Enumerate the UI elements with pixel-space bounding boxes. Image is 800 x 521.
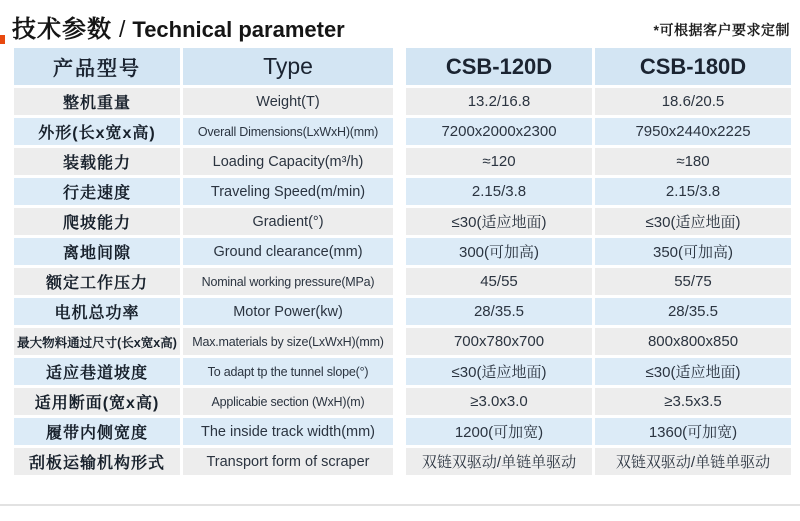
header-csb-120d: CSB-120D (406, 48, 592, 85)
column-gap (396, 358, 403, 385)
value-csb-180d: ≥3.5x3.5 (595, 388, 791, 415)
column-gap (396, 48, 403, 85)
param-name-en: Ground clearance(mm) (183, 238, 393, 265)
table-row (14, 388, 791, 415)
value-csb-180d: 800x800x850 (595, 328, 791, 355)
table-row (14, 298, 791, 325)
column-gap (396, 268, 403, 295)
param-name-zh: 额定工作压力 (14, 268, 180, 295)
value-csb-180d: 55/75 (595, 268, 791, 295)
param-name-en: Gradient(°) (183, 208, 393, 235)
value-csb-120d: 28/35.5 (406, 298, 592, 325)
value-csb-180d: ≤30(适应地面) (595, 358, 791, 385)
param-name-en: Traveling Speed(m/min) (183, 178, 393, 205)
value-csb-120d: 双链双驱动/单链单驱动 (406, 448, 592, 475)
param-name-zh: 刮板运输机构形式 (14, 448, 180, 475)
table-header-row (14, 48, 791, 85)
param-name-zh: 适用断面(宽x高) (14, 388, 180, 415)
param-name-en: Nominal working pressure(MPa) (183, 268, 393, 295)
table-row (14, 208, 791, 235)
table-row (14, 148, 791, 175)
page-header (0, 0, 800, 44)
value-csb-120d: 300(可加高) (406, 238, 592, 265)
column-gap (396, 238, 403, 265)
table-row (14, 118, 791, 145)
table-row (14, 358, 791, 385)
customization-note: *可根据客户要求定制 (653, 22, 790, 38)
param-name-en: Transport form of scraper (183, 448, 393, 475)
param-name-zh: 装载能力 (14, 148, 180, 175)
param-name-zh: 履带内侧宽度 (14, 418, 180, 445)
value-csb-120d: ≤30(适应地面) (406, 208, 592, 235)
value-csb-120d: 2.15/3.8 (406, 178, 592, 205)
value-csb-120d: ≈120 (406, 148, 592, 175)
value-csb-180d: ≤30(适应地面) (595, 208, 791, 235)
column-gap (396, 328, 403, 355)
column-gap (396, 448, 403, 475)
param-name-zh: 爬坡能力 (14, 208, 180, 235)
column-gap (396, 208, 403, 235)
value-csb-180d: 28/35.5 (595, 298, 791, 325)
column-gap (396, 298, 403, 325)
value-csb-120d: 1200(可加宽) (406, 418, 592, 445)
header-product-model: 产品型号 (14, 48, 180, 85)
param-name-zh: 整机重量 (14, 88, 180, 115)
column-gap (396, 88, 403, 115)
value-csb-180d: 18.6/20.5 (595, 88, 791, 115)
param-name-en: Weight(T) (183, 88, 393, 115)
param-name-en: Max.materials by size(LxWxH)(mm) (183, 328, 393, 355)
value-csb-180d: 1360(可加宽) (595, 418, 791, 445)
table-row (14, 418, 791, 445)
header-type: Type (183, 48, 393, 85)
column-gap (396, 148, 403, 175)
value-csb-120d: 700x780x700 (406, 328, 592, 355)
value-csb-120d: 7200x2000x2300 (406, 118, 592, 145)
value-csb-180d: 2.15/3.8 (595, 178, 791, 205)
param-name-en: Loading Capacity(m³/h) (183, 148, 393, 175)
table-row (14, 178, 791, 205)
title-chinese: 技术参数 (12, 16, 112, 43)
param-name-en: Overall Dimensions(LxWxH)(mm) (183, 118, 393, 145)
header-csb-180d: CSB-180D (595, 48, 791, 85)
table-row (14, 448, 791, 475)
table-row (14, 238, 791, 265)
column-gap (396, 118, 403, 145)
param-name-zh: 适应巷道坡度 (14, 358, 180, 385)
title-separator: / (119, 16, 126, 42)
table-row (14, 88, 791, 115)
value-csb-180d: ≈180 (595, 148, 791, 175)
param-name-zh: 外形(长x宽x高) (14, 118, 180, 145)
left-edge-accent-mark (0, 35, 5, 44)
param-name-en: Motor Power(kw) (183, 298, 393, 325)
value-csb-120d: ≤30(适应地面) (406, 358, 592, 385)
column-gap (396, 418, 403, 445)
title-english: Technical parameter (132, 17, 345, 42)
param-name-en: The inside track width(mm) (183, 418, 393, 445)
column-gap (396, 178, 403, 205)
table-body (14, 88, 791, 475)
param-name-zh: 离地间隙 (14, 238, 180, 265)
value-csb-180d: 7950x2440x2225 (595, 118, 791, 145)
param-name-en: Applicabie section (WxH)(m) (183, 388, 393, 415)
technical-parameter-table (14, 48, 791, 475)
param-name-zh: 最大物料通过尺寸(长x宽x高) (14, 328, 180, 355)
table-row (14, 268, 791, 295)
page-title (12, 9, 345, 44)
value-csb-180d: 350(可加高) (595, 238, 791, 265)
param-name-zh: 电机总功率 (14, 298, 180, 325)
value-csb-120d: ≥3.0x3.0 (406, 388, 592, 415)
value-csb-180d: 双链双驱动/单链单驱动 (595, 448, 791, 475)
value-csb-120d: 13.2/16.8 (406, 88, 592, 115)
value-csb-120d: 45/55 (406, 268, 592, 295)
param-name-zh: 行走速度 (14, 178, 180, 205)
column-gap (396, 388, 403, 415)
param-name-en: To adapt tp the tunnel slope(°) (183, 358, 393, 385)
bottom-divider-line (0, 504, 800, 506)
table-row (14, 328, 791, 355)
